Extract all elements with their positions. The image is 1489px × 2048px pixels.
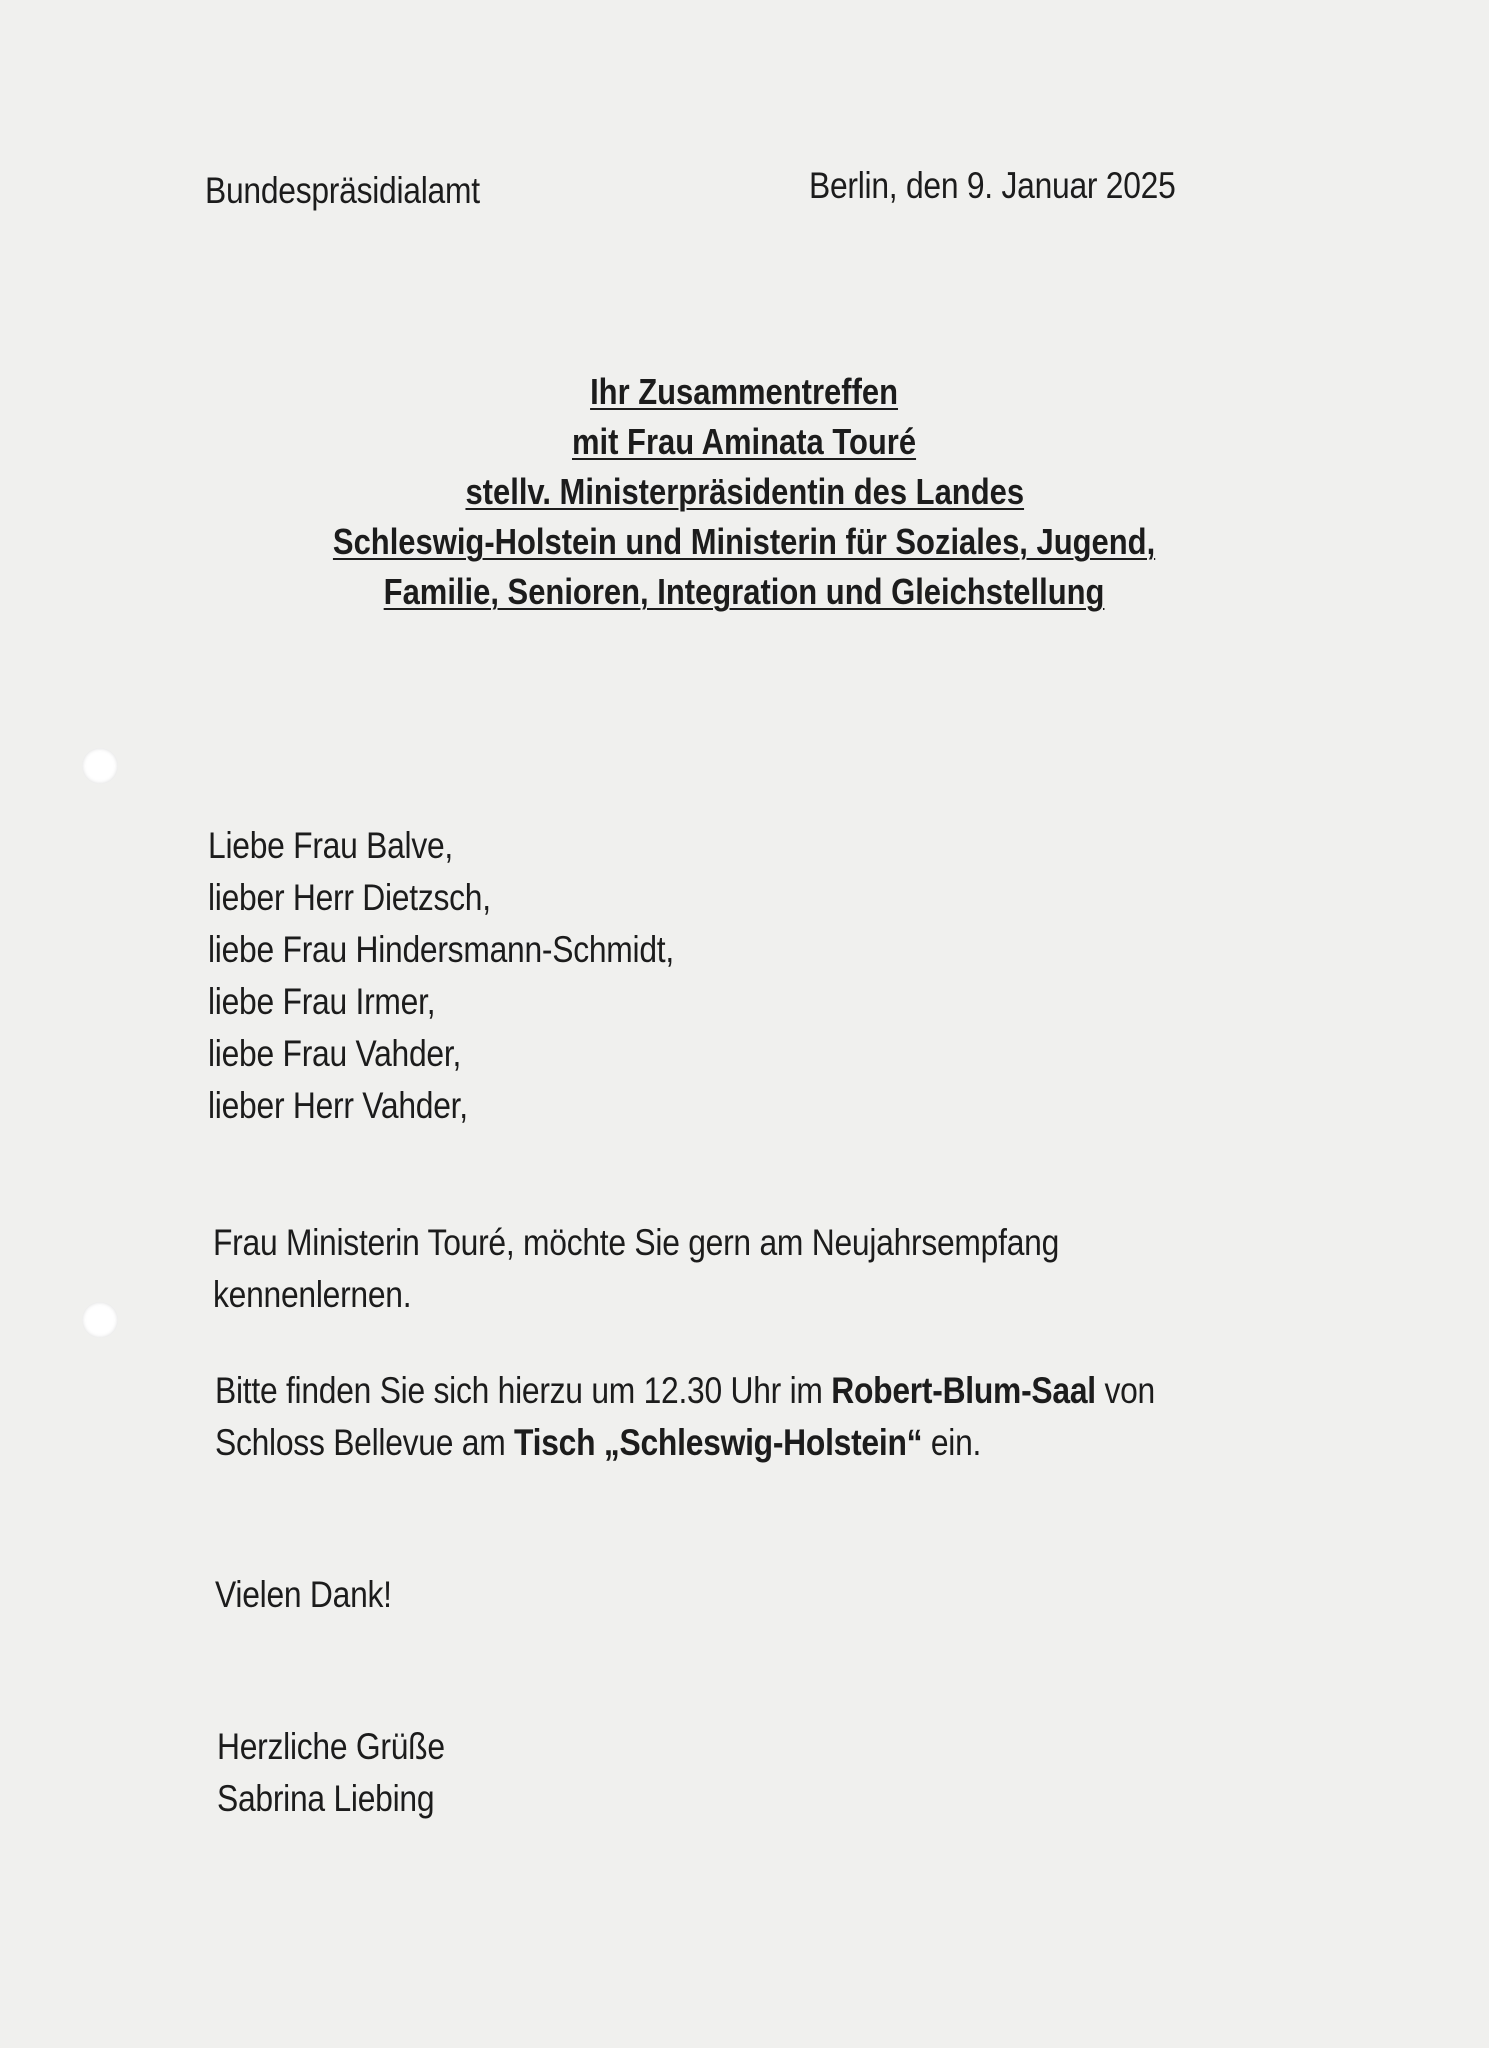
paragraph-location-line-1	[215, 1365, 1155, 1417]
paragraph-meeting-line-1: Frau Ministerin Touré, möchte Sie gern am Neujahrsempfang	[213, 1222, 1060, 1263]
location-text: ein.	[922, 1422, 982, 1463]
date-line: Berlin, den 9. Januar 2025	[809, 165, 1176, 206]
thanks-line: Vielen Dank!	[215, 1574, 392, 1615]
salutation-line: Liebe Frau Balve,	[208, 825, 454, 866]
subject-heading	[0, 368, 1489, 618]
sender-name: Bundespräsidialamt	[205, 170, 480, 211]
subject-line-4: Schleswig-Holstein und Ministerin für Soziales, Jugend,	[333, 521, 1156, 562]
table-name: Tisch „Schleswig-Holstein“	[514, 1422, 923, 1463]
subject-line-3: stellv. Ministerpräsidentin des Landes	[465, 471, 1024, 512]
paragraph-location	[215, 1365, 1155, 1469]
location-text: von	[1095, 1370, 1155, 1411]
punch-hole-top	[82, 748, 118, 784]
paragraph-location-line-2	[215, 1417, 1155, 1469]
salutation-line: lieber Herr Dietzsch,	[208, 877, 491, 918]
paragraph-meeting-line-2: kennenlernen.	[213, 1274, 412, 1315]
punch-hole-bottom	[82, 1302, 118, 1338]
salutation-line: liebe Frau Vahder,	[208, 1033, 462, 1074]
paragraph-meeting	[213, 1217, 1059, 1321]
salutation-line: lieber Herr Vahder,	[208, 1085, 468, 1126]
salutation-line: liebe Frau Hindersmann-Schmidt,	[208, 929, 674, 970]
salutation-line: liebe Frau Irmer,	[208, 981, 436, 1022]
room-name: Robert-Blum-Saal	[831, 1370, 1096, 1411]
salutation-block	[208, 820, 674, 1132]
location-text: Schloss Bellevue am	[215, 1422, 515, 1463]
subject-line-1: Ihr Zusammentreffen	[590, 371, 899, 412]
closing-block	[217, 1721, 445, 1825]
subject-line-2: mit Frau Aminata Touré	[572, 421, 917, 462]
closing-line: Herzliche Grüße	[217, 1726, 445, 1767]
location-text: Bitte finden Sie sich hierzu um 12.30 Uhr im	[215, 1370, 832, 1411]
signature-name: Sabrina Liebing	[217, 1778, 435, 1819]
subject-line-5: Familie, Senioren, Integration und Gleichstellung	[384, 571, 1105, 612]
